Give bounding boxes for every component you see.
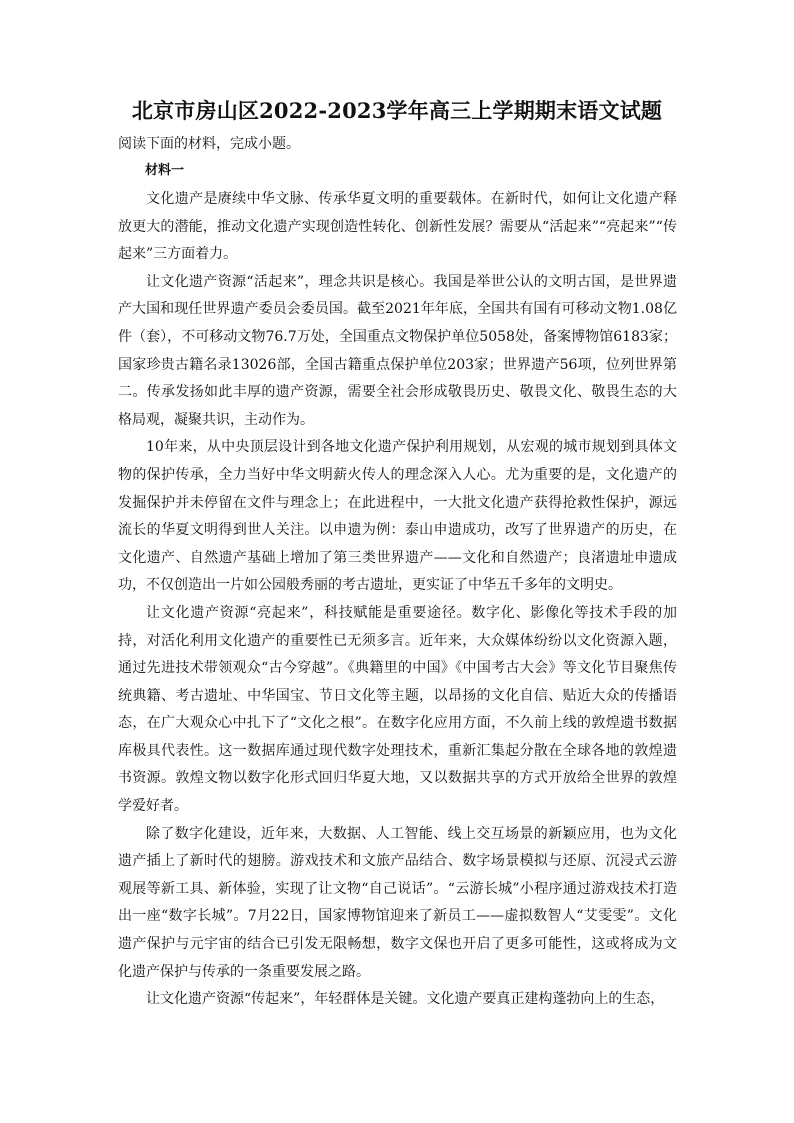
material-label: 材料一 <box>145 163 185 178</box>
reading-instruction: 阅读下面的材料，完成小题。 <box>118 136 300 152</box>
material-body <box>118 186 677 1014</box>
paragraph: 让文化遗产资源“活起来”，理念共识是核心。我国是举世公认的文明古国，是世界遗产大国和现任世界遗产委员会委员国。截至2021年年底，全国共有国有可移动文物1.08亿件（套），不可移动文物76.7万处，全国重点文物保护单位5058处，备案博物馆6183家；国家珍贵古籍名录13026部，全国古籍重点保护单位203家；世界遗产56项，位列世界第二。传承发扬如此丰厚的遗产资源，需要全社会形成敬畏历史、敬畏文化、敬畏生态的大格局观，凝聚共识，主动作为。 <box>118 273 677 428</box>
paragraph: 文化遗产是赓续中华文脉、传承华夏文明的重要载体。在新时代，如何让文化遗产释放更大的潜能，推动文化遗产实现创造性转化、创新性发展？需要从“活起来”“亮起来”“传起来”三方面着力。 <box>118 191 677 263</box>
document-title: 北京市房山区2022-2023学年高三上学期期末语文试题 <box>131 98 663 123</box>
paragraph: 10年来，从中央顶层设计到各地文化遗产保护利用规划，从宏观的城市规划到具体文物的保护传承，全力当好中华文明薪火传人的理念深入人心。尤为重要的是，文化遗产的发掘保护并未停留在文件与理念上；在此进程中，一大批文化遗产获得抢救性保护，源远流长的华夏文明得到世人关注。以申遗为例：泰山申遗成功，改写了世界遗产的历史，在文化遗产、自然遗产基础上增加了第三类世界遗产——文化和自然遗产；良渚遗址申遗成功，不仅创造出一片如公园般秀丽的考古遗址，更实证了中华五千多年的文明史。 <box>118 439 677 594</box>
paragraph: 让文化遗产资源“传起来”，年轻群体是关键。文化遗产要真正建构蓬勃向上的生态， <box>146 991 665 1008</box>
paragraph: 除了数字化建设，近年来，大数据、人工智能、线上交互场景的新颖应用，也为文化遗产插上了新时代的翅膀。游戏技术和文旅产品结合、数字场景模拟与还原、沉浸式云游观展等新工具、新体验，实现了让文物“自己说话”。“云游长城”小程序通过游戏技术打造出一座“数字长城”。7月22日，国家博物馆迎来了新员工——虚拟数智人“艾雯雯”。文化遗产保护与元宇宙的结合已引发无限畅想，数字文保也开启了更多可能性，这或将成为文化遗产保护与传承的一条重要发展之路。 <box>118 825 677 980</box>
paragraph: 让文化遗产资源“亮起来”，科技赋能是重要途径。数字化、影像化等技术手段的加持，对活化利用文化遗产的重要性已无须多言。近年来，大众媒体纷纷以文化资源入题，通过先进技术带领观众“古今穿越”。《典籍里的中国》《中国考古大会》等文化节目聚焦传统典籍、考古遗址、中华国宝、节日文化等主题，以昂扬的文化自信、贴近大众的传播语态，在广大观众心中扎下了“文化之根”。在数字化应用方面，不久前上线的敦煌遗书数据库极具代表性。这一数据库通过现代数字处理技术，重新汇集起分散在全球各地的敦煌遗书资源。敦煌文物以数字化形式回归华夏大地，又以数据共享的方式开放给全世界的敦煌学爱好者。 <box>118 604 677 815</box>
